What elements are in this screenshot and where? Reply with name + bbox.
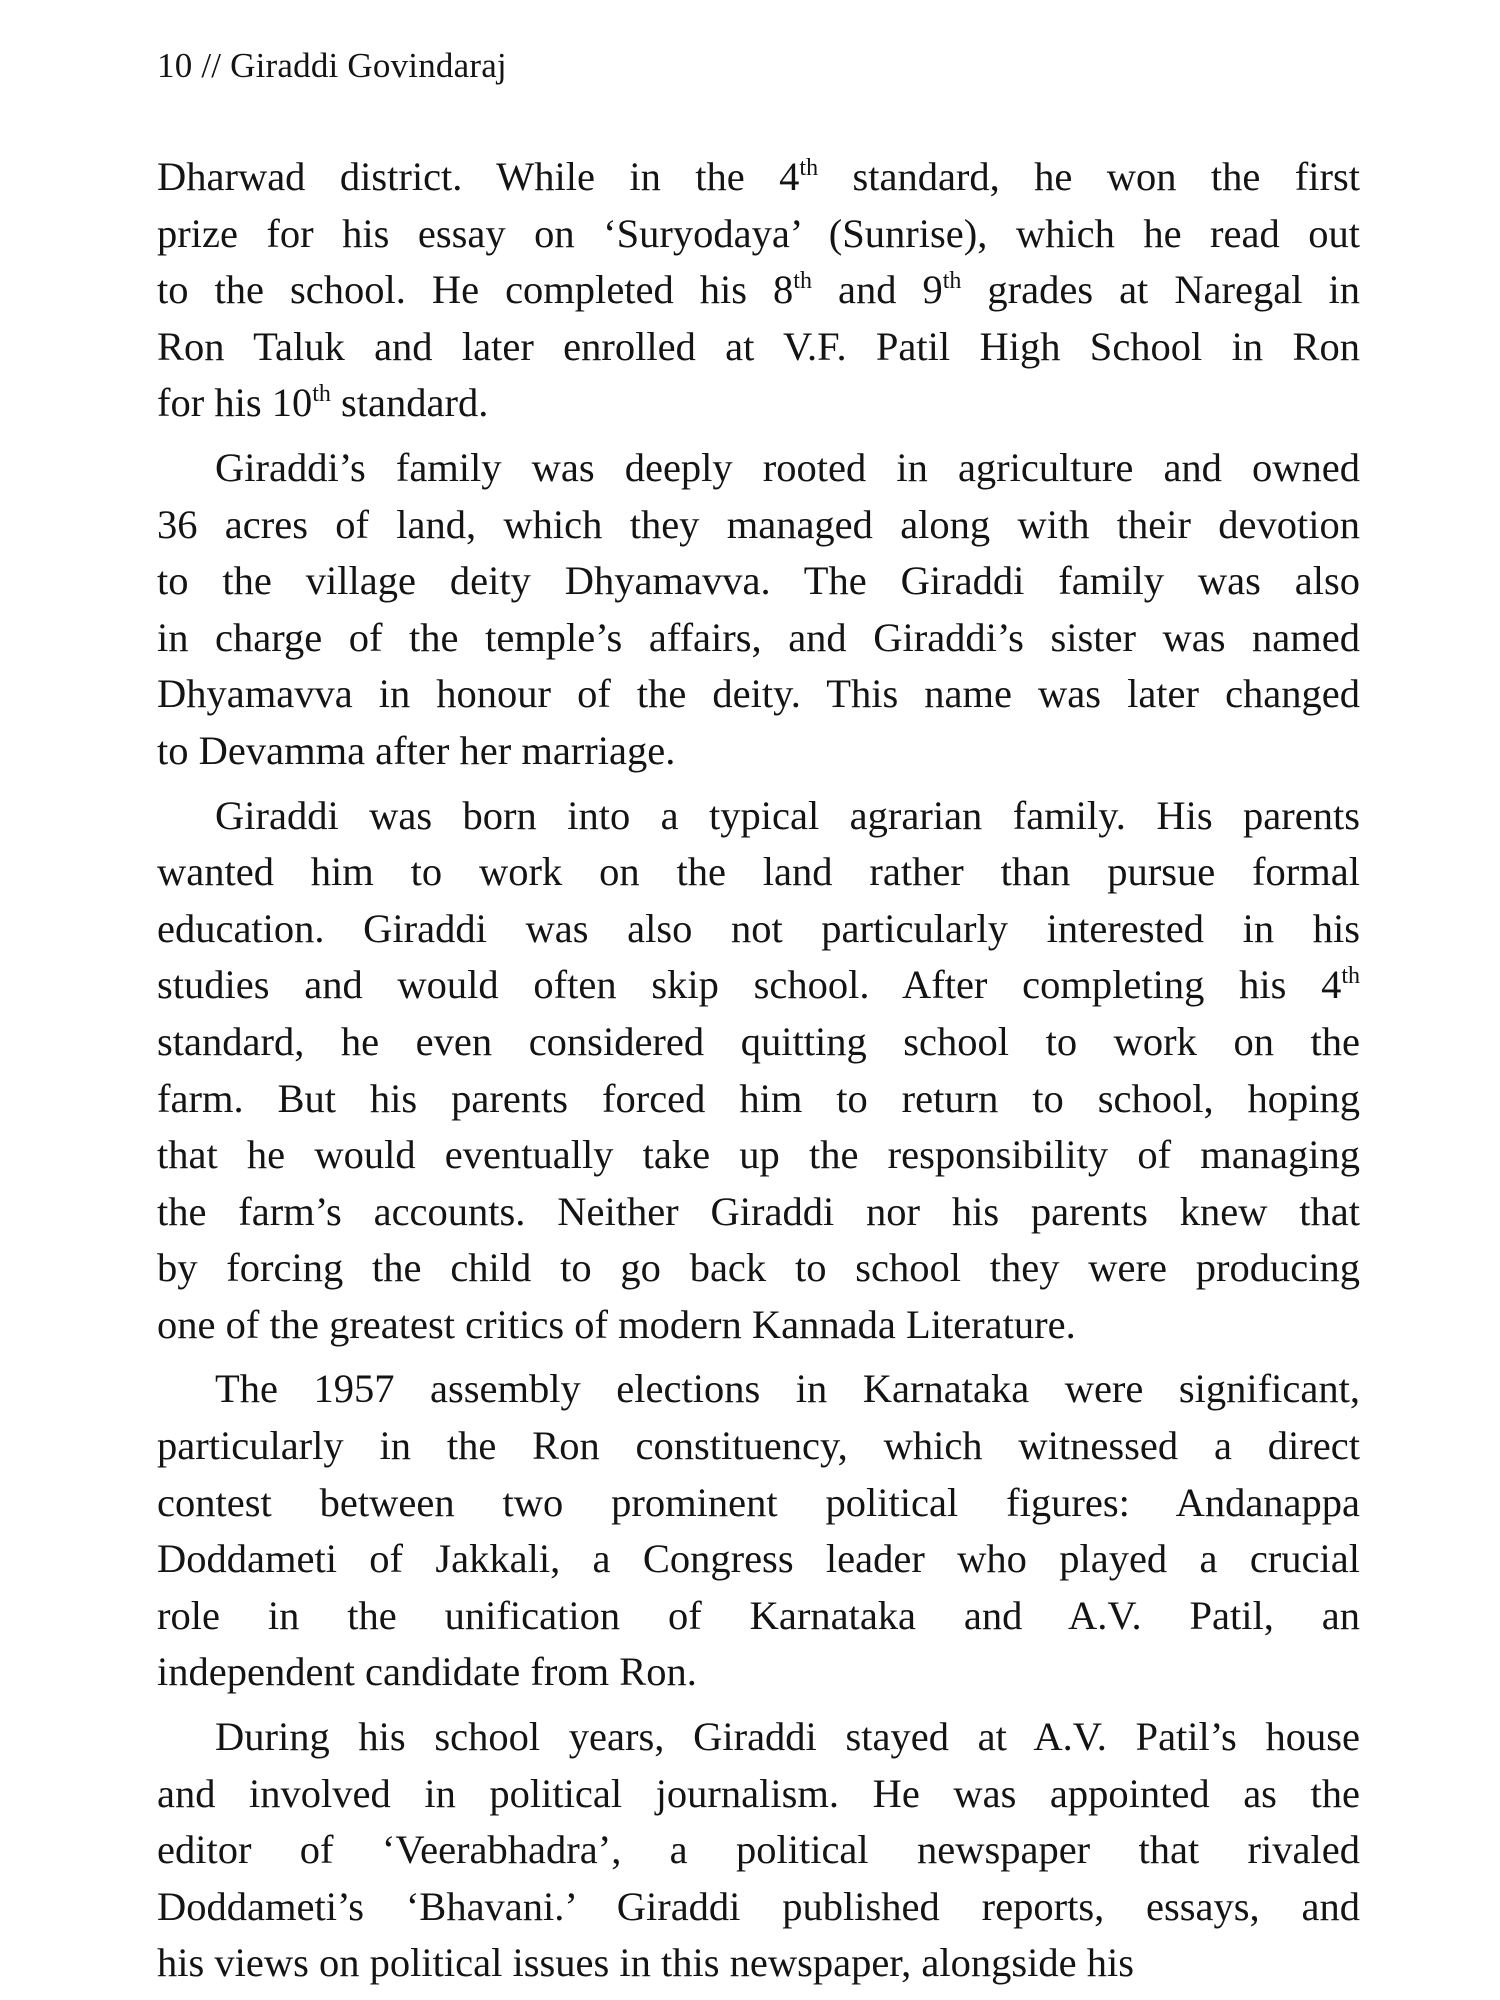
text-line bbox=[157, 1127, 1360, 1184]
text-run: editor of ‘Veerabhadra’, a political newspaper that rivaled bbox=[157, 1827, 1360, 1873]
ordinal-superscript: th bbox=[942, 268, 962, 295]
book-page bbox=[157, 0, 1360, 2000]
running-head: 10 // Giraddi Govindaraj bbox=[157, 46, 507, 85]
ordinal-superscript: th bbox=[312, 381, 331, 408]
text-run: Giraddi’s family was deeply rooted in agriculture and owned bbox=[215, 444, 1360, 490]
text-run: by forcing the child to go back to school they were producing bbox=[157, 1245, 1360, 1291]
text-run: Dharwad district. While in the 4 bbox=[157, 154, 800, 199]
text-line bbox=[157, 497, 1360, 554]
text-line bbox=[157, 957, 1360, 1014]
paragraph-5 bbox=[157, 1709, 1360, 1992]
text-line bbox=[157, 1709, 1360, 1766]
text-run: to the school. He completed his 8 bbox=[157, 267, 794, 313]
text-line bbox=[157, 1418, 1360, 1475]
text-run: particularly in the Ron constituency, which witnessed a direct bbox=[157, 1423, 1360, 1469]
text-run: to the village deity Dhyamavva. The Giraddi family was also bbox=[157, 558, 1360, 604]
text-line bbox=[157, 1184, 1360, 1241]
text-line bbox=[157, 844, 1360, 901]
text-line bbox=[157, 610, 1360, 667]
text-line bbox=[157, 1014, 1360, 1071]
text-run: and involved in political journalism. He was appointed as the bbox=[157, 1770, 1360, 1816]
text-run: standard, he even considered quitting school to work on the bbox=[157, 1018, 1360, 1064]
text-run: standard. bbox=[330, 380, 489, 426]
ordinal-superscript: th bbox=[1341, 963, 1360, 990]
text-run: role in the unification of Karnataka and A.V. Patil, an bbox=[157, 1592, 1360, 1638]
ordinal-superscript: th bbox=[799, 155, 819, 181]
text-run: farm. But his parents forced him to return to school, hoping bbox=[157, 1075, 1360, 1121]
text-line bbox=[157, 1475, 1360, 1532]
text-line bbox=[157, 375, 1360, 432]
text-run: studies and would often skip school. After completing his 4 bbox=[157, 962, 1342, 1008]
text-run: his views on political issues in this newspaper, alongside his bbox=[157, 1940, 1135, 1986]
text-line bbox=[157, 1644, 1360, 1701]
text-line bbox=[157, 1766, 1360, 1823]
text-line bbox=[157, 666, 1360, 723]
text-run: that he would eventually take up the responsibility of managing bbox=[157, 1132, 1360, 1178]
text-run: contest between two prominent political figures: Andanappa bbox=[157, 1479, 1360, 1525]
text-run: The 1957 assembly elections in Karnataka were significant, bbox=[215, 1366, 1360, 1412]
paragraph-3 bbox=[157, 788, 1360, 1354]
paragraph-4 bbox=[157, 1361, 1360, 1701]
text-run: to Devamma after her marriage. bbox=[157, 727, 676, 773]
text-line bbox=[157, 149, 1360, 206]
text-line bbox=[157, 1071, 1360, 1128]
text-run: in charge of the temple’s affairs, and Giraddi’s sister was named bbox=[157, 614, 1360, 660]
text-line bbox=[157, 1361, 1360, 1418]
text-run: Dhyamavva in honour of the deity. This name was later changed bbox=[157, 671, 1360, 717]
text-run: wanted him to work on the land rather than pursue formal bbox=[157, 849, 1360, 895]
text-line bbox=[157, 206, 1360, 263]
text-run: and 9 bbox=[811, 267, 943, 313]
text-run: Ron Taluk and later enrolled at V.F. Patil High School in Ron bbox=[157, 323, 1360, 369]
text-run: for his 10 bbox=[157, 380, 313, 426]
text-line bbox=[157, 788, 1360, 845]
text-line bbox=[157, 1297, 1360, 1354]
text-line bbox=[157, 1935, 1360, 1992]
text-run: prize for his essay on ‘Suryodaya’ (Sunrise), which he read out bbox=[157, 210, 1360, 256]
text-run: one of the greatest critics of modern Kannada Literature. bbox=[157, 1301, 1076, 1347]
text-run: standard, he won the first bbox=[818, 154, 1360, 199]
text-line bbox=[157, 1588, 1360, 1645]
text-line bbox=[157, 262, 1360, 319]
text-run: Doddameti of Jakkali, a Congress leader who played a crucial bbox=[157, 1536, 1360, 1582]
text-line bbox=[157, 553, 1360, 610]
text-run: education. Giraddi was also not particularly interested in his bbox=[157, 905, 1360, 951]
text-line bbox=[157, 1531, 1360, 1588]
text-run: Giraddi was born into a typical agrarian family. His parents bbox=[215, 792, 1360, 838]
ordinal-superscript: th bbox=[793, 268, 812, 295]
text-run: Doddameti’s ‘Bhavani.’ Giraddi published reports, essays, and bbox=[157, 1883, 1360, 1929]
text-line bbox=[157, 901, 1360, 958]
body-text bbox=[157, 149, 1360, 2000]
text-run: independent candidate from Ron. bbox=[157, 1649, 697, 1695]
text-run: During his school years, Giraddi stayed at A.V. Patil’s house bbox=[215, 1714, 1360, 1760]
paragraph-2 bbox=[157, 440, 1360, 780]
paragraph-1 bbox=[157, 149, 1360, 432]
text-line bbox=[157, 1240, 1360, 1297]
text-line bbox=[157, 1822, 1360, 1879]
text-run: grades at Naregal in bbox=[961, 267, 1360, 313]
text-line bbox=[157, 319, 1360, 376]
text-line bbox=[157, 440, 1360, 497]
text-line bbox=[157, 1879, 1360, 1936]
text-run: the farm’s accounts. Neither Giraddi nor his parents knew that bbox=[157, 1188, 1360, 1234]
text-run: 36 acres of land, which they managed along with their devotion bbox=[157, 501, 1360, 547]
text-line bbox=[157, 723, 1360, 780]
